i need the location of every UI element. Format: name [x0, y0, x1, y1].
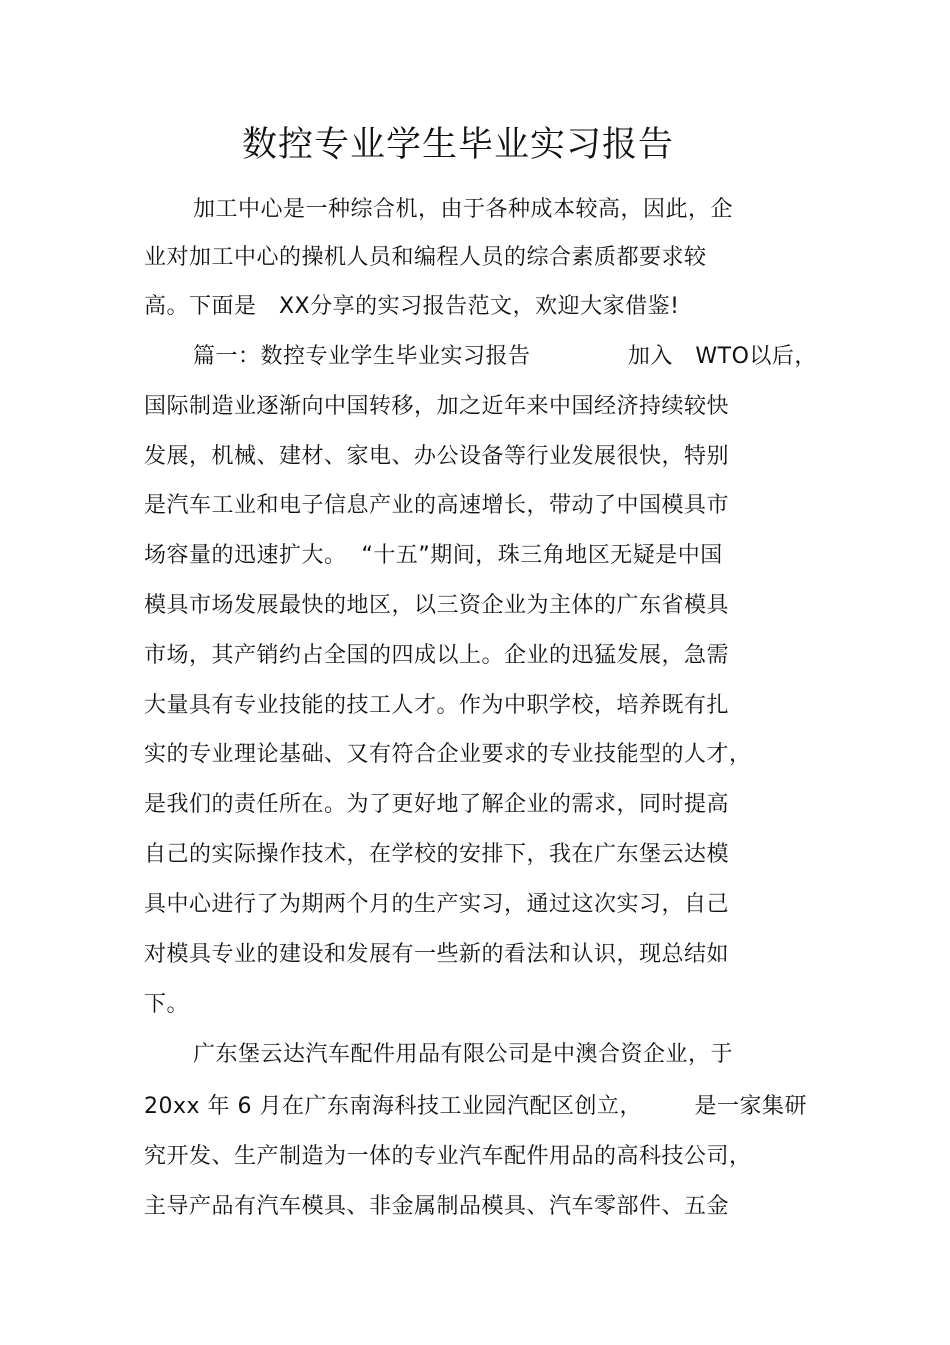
paragraph-line: 发展，机械、建材、家电、办公设备等行业发展很快，特别 [144, 444, 730, 469]
paragraph-line: 市场，其产销约占全国的四成以上。企业的迅猛发展，急需 [144, 643, 730, 668]
paragraph-line: 加工中心是一种综合机，由于各种成本较高，因此，企 [193, 197, 734, 222]
document-title: 数控专业学生毕业实习报告 [241, 125, 674, 165]
paragraph-line: 自己的实际操作技术，在学校的安排下，我在广东堡云达模 [144, 842, 730, 867]
paragraph-line: 下。 [144, 992, 190, 1017]
paragraph-line: 是汽车工业和电子信息产业的高速增长，带动了中国模具市 [144, 493, 730, 518]
paragraph-line: 广东堡云达汽车配件用品有限公司是中澳合资企业，于 [193, 1042, 734, 1067]
paragraph-line: 具中心进行了为期两个月的生产实习，通过这次实习，自己 [144, 892, 730, 917]
paragraph-line: 场容量的迅速扩大。 “十五”期间，珠三角地区无疑是中国 [144, 543, 723, 568]
paragraph-line: 高。下面是 XX分享的实习报告范文，欢迎大家借鉴! [144, 294, 680, 319]
paragraph-line: 业对加工中心的操机人员和编程人员的综合素质都要求较 [144, 245, 707, 270]
paragraph-line: 究开发、生产制造为一体的专业汽车配件用品的高科技公司， [144, 1144, 752, 1169]
paragraph-line: 国际制造业逐渐向中国转移，加之近年来中国经济持续较快 [144, 394, 730, 419]
paragraph-line: 实的专业理论基础、又有符合企业要求的专业技能型的人才， [144, 742, 752, 767]
paragraph-line: 模具市场发展最快的地区，以三资企业为主体的广东省模具 [144, 593, 730, 618]
paragraph-line: 主导产品有汽车模具、非金属制品模具、汽车零部件、五金 [144, 1194, 730, 1219]
paragraph-line: 是我们的责任所在。为了更好地了解企业的需求，同时提高 [144, 792, 730, 817]
paragraph-line: 对模具专业的建设和发展有一些新的看法和认识，现总结如 [144, 942, 730, 967]
paragraph-line: 篇一：数控专业学生毕业实习报告 加入 WTO以后， [193, 344, 817, 369]
paragraph-line: 20xx 年 6 月在广东南海科技工业园汽配区创立， 是一家集研 [144, 1094, 807, 1119]
paragraph-line: 大量具有专业技能的技工人才。作为中职学校，培养既有扎 [144, 693, 730, 718]
